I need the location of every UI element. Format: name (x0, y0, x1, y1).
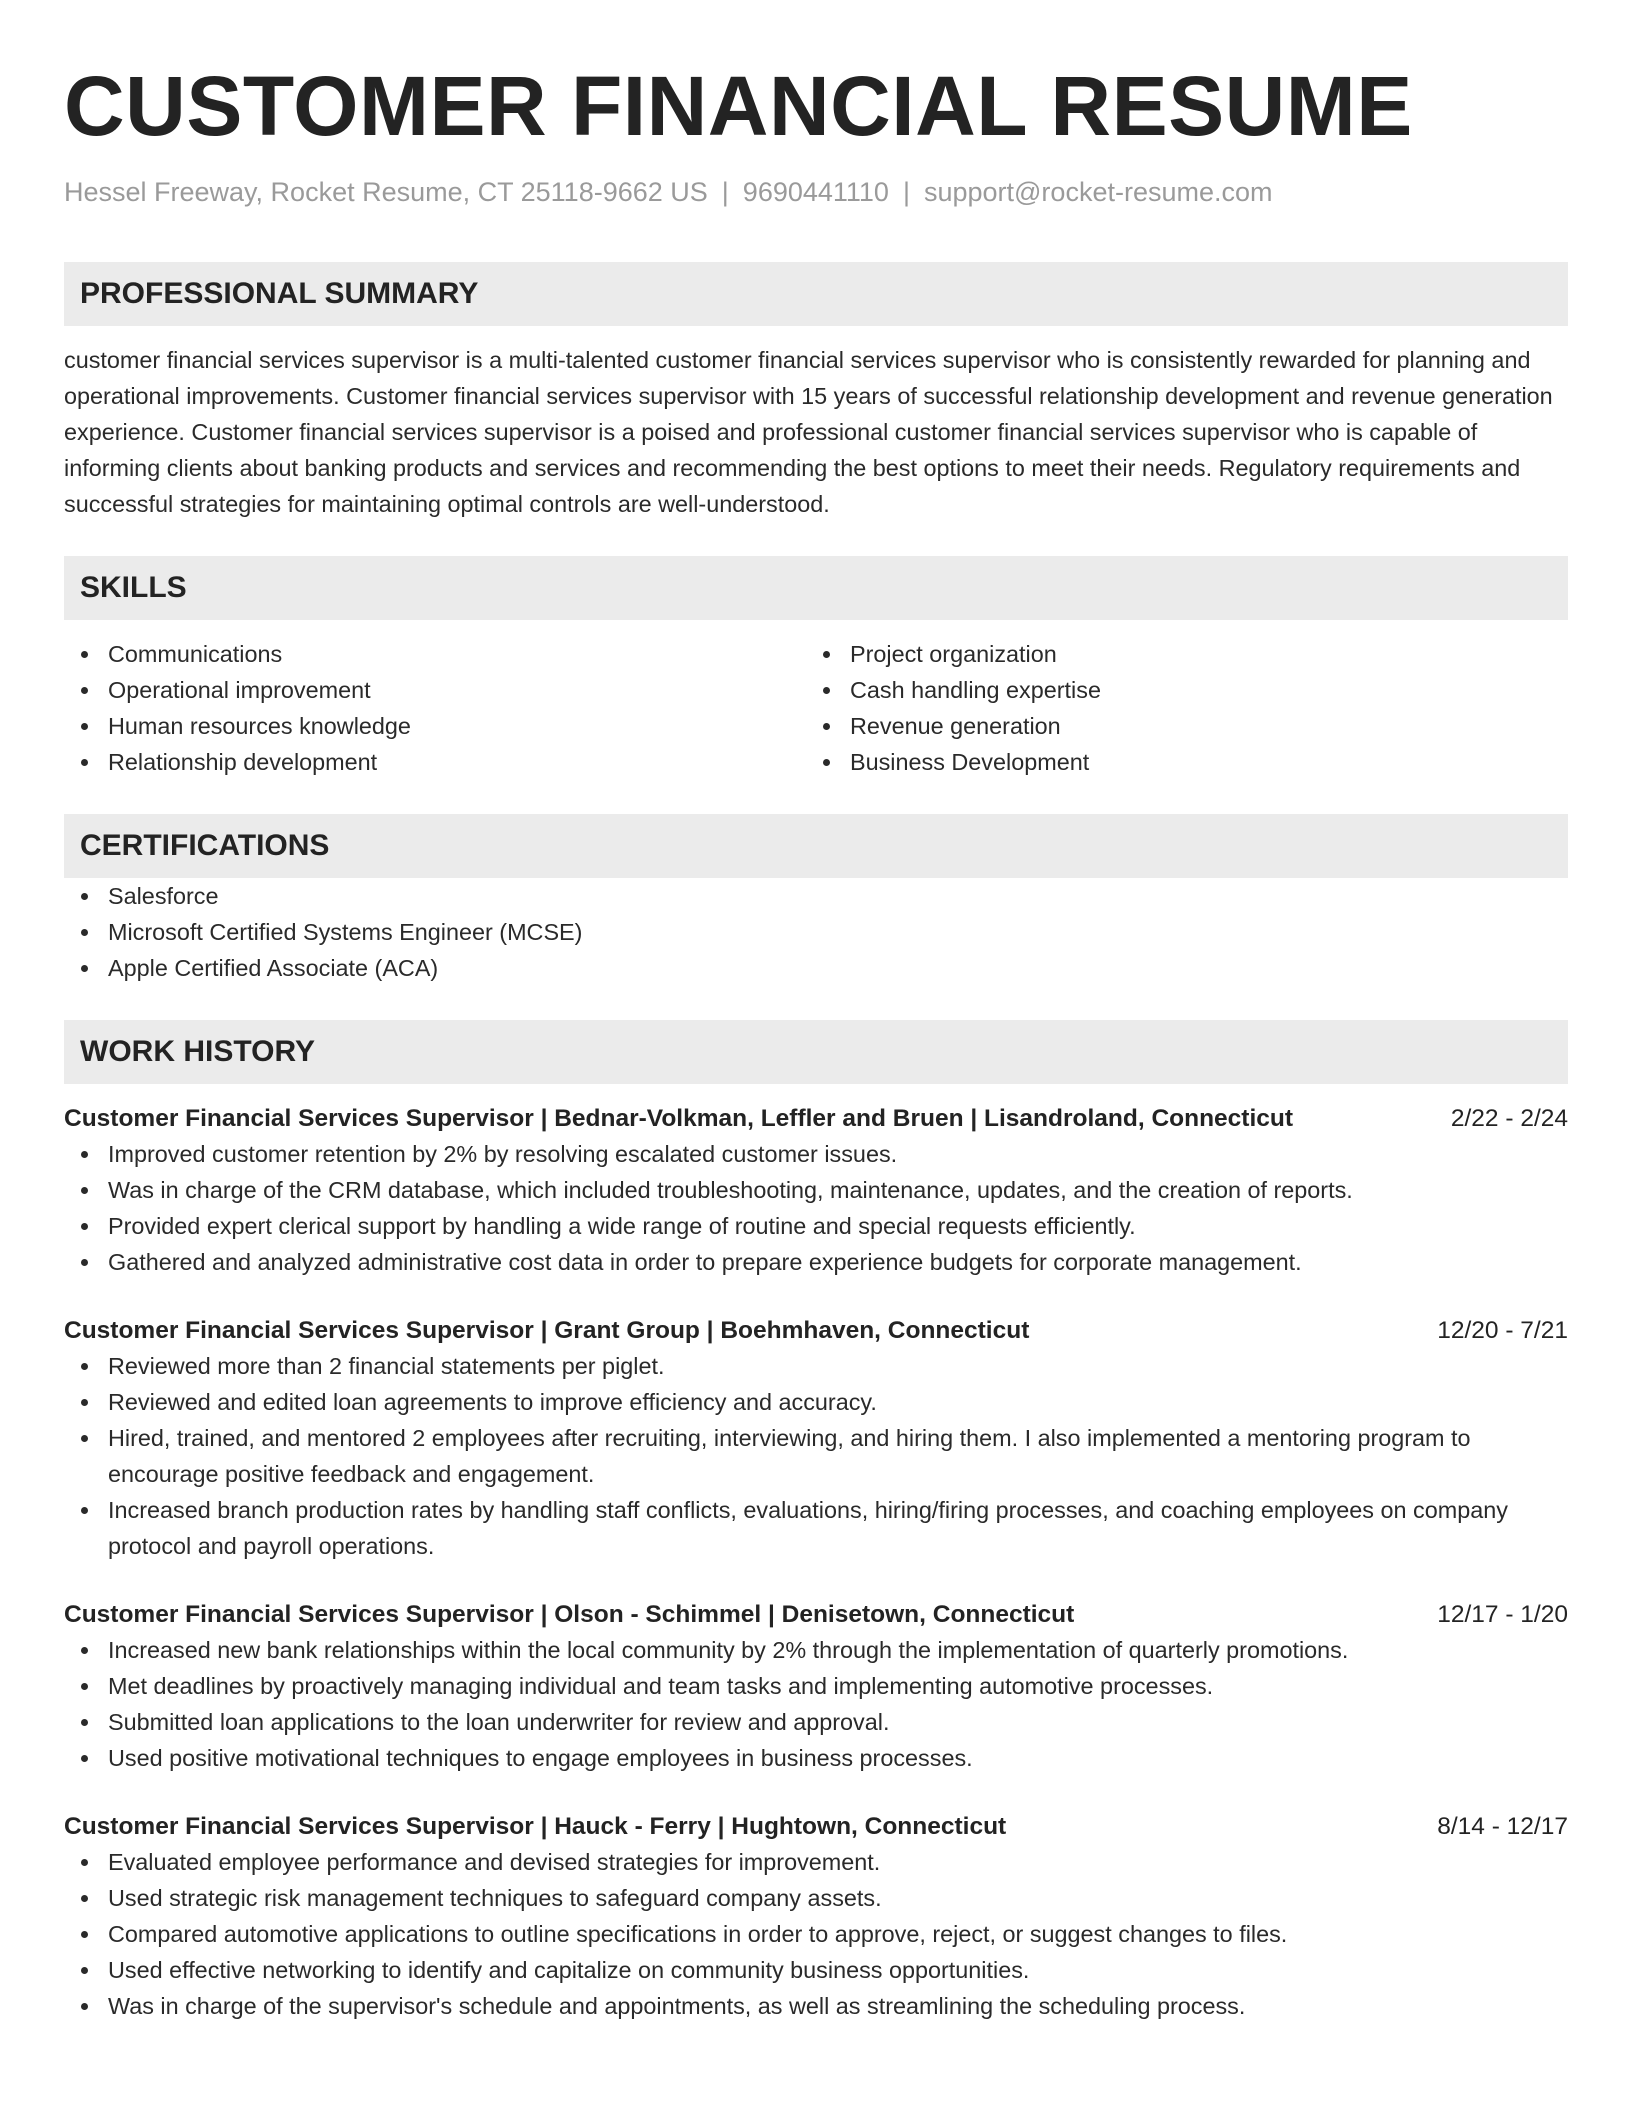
job-bullet-list (64, 1632, 1568, 1776)
job-bullet-item: Used effective networking to identify and capitalize on community business opportunities. (64, 1952, 1568, 1988)
work-history-list (64, 1102, 1568, 2024)
job-bullet-item: Evaluated employee performance and devised strategies for improvement. (64, 1844, 1568, 1880)
certifications-list (64, 878, 1568, 986)
job-entry (64, 1598, 1568, 1776)
job-bullet-item: Improved customer retention by 2% by resolving escalated customer issues. (64, 1136, 1568, 1172)
job-bullet-item: Provided expert clerical support by handling a wide range of routine and special requests efficiently. (64, 1208, 1568, 1244)
job-bullet-item: Reviewed and edited loan agreements to improve efficiency and accuracy. (64, 1384, 1568, 1420)
job-bullet-item: Was in charge of the supervisor's schedule and appointments, as well as streamlining the scheduling process. (64, 1988, 1568, 2024)
skills-column-left (64, 636, 806, 780)
skill-item: Business Development (806, 744, 1548, 780)
job-title: Customer Financial Services Supervisor | Bednar-Volkman, Leffler and Bruen | Lisandroland, Connecticut (64, 1105, 1294, 1132)
summary-text: customer financial services supervisor is a multi-talented customer financial services supervisor who is consistently rewarded for planning and operational improvements. Customer financial services supervisor with 15 years of successful relationship development and revenue generation experience. Customer financial services supervisor is a poised and professional customer financial services supervisor who is capable of informing clients about banking products and services and recommending the best options to meet their needs. Regulatory requirements and successful strategies for maintaining optimal controls are well-understood. (64, 347, 1553, 517)
contact-phone: 9690441110 (742, 177, 889, 207)
contact-separator: | (721, 177, 729, 207)
job-bullet-item: Used positive motivational techniques to engage employees in business processes. (64, 1740, 1568, 1776)
job-bullet-item: Increased new bank relationships within the local community by 2% through the implementation of quarterly promotions. (64, 1632, 1568, 1668)
skill-item: Operational improvement (64, 672, 806, 708)
job-heading-row (64, 1810, 1568, 1844)
contact-address: Hessel Freeway, Rocket Resume, CT 25118-9662 US (64, 177, 708, 207)
job-entry (64, 1102, 1568, 1280)
skills-section-header: SKILLS (64, 556, 1568, 620)
skill-item: Communications (64, 636, 806, 672)
skills-list-left (64, 636, 806, 780)
job-dates: 2/22 - 2/24 (1450, 1105, 1568, 1132)
job-title: Customer Financial Services Supervisor | Grant Group | Boehmhaven, Connecticut (64, 1317, 1030, 1344)
job-dates: 12/17 - 1/20 (1437, 1601, 1568, 1628)
job-bullet-item: Used strategic risk management techniques to safeguard company assets. (64, 1880, 1568, 1916)
job-bullet-item: Hired, trained, and mentored 2 employees after recruiting, interviewing, and hiring them. I also implemented a mentoring program to encourage positive feedback and engagement. (64, 1420, 1568, 1492)
skills-list-right (806, 636, 1548, 780)
job-heading-row (64, 1598, 1568, 1632)
resume-page (64, 56, 1568, 2024)
work-history-section-header: WORK HISTORY (64, 1020, 1568, 1084)
skill-item: Human resources knowledge (64, 708, 806, 744)
job-bullet-item: Submitted loan applications to the loan underwriter for review and approval. (64, 1704, 1568, 1740)
skills-grid (64, 636, 1568, 780)
skill-item: Cash handling expertise (806, 672, 1548, 708)
certification-item: Microsoft Certified Systems Engineer (MCSE) (64, 914, 1568, 950)
job-bullet-item: Met deadlines by proactively managing individual and team tasks and implementing automotive processes. (64, 1668, 1568, 1704)
job-heading-row (64, 1314, 1568, 1348)
skill-item: Relationship development (64, 744, 806, 780)
job-bullet-list (64, 1348, 1568, 1564)
job-entry (64, 1810, 1568, 2024)
skill-item: Project organization (806, 636, 1548, 672)
resume-name-title: CUSTOMER FINANCIAL RESUME (64, 59, 1413, 153)
contact-separator: | (902, 177, 910, 207)
contact-email: support@rocket-resume.com (923, 177, 1273, 207)
job-bullet-list (64, 1844, 1568, 2024)
skills-column-right (806, 636, 1548, 780)
job-entry (64, 1314, 1568, 1564)
job-title: Customer Financial Services Supervisor | Olson - Schimmel | Denisetown, Connecticut (64, 1601, 1075, 1628)
job-bullet-item: Was in charge of the CRM database, which included troubleshooting, maintenance, updates, and the creation of reports. (64, 1172, 1568, 1208)
job-bullet-item: Increased branch production rates by handling staff conflicts, evaluations, hiring/firing processes, and coaching employees on company protocol and payroll operations. (64, 1492, 1568, 1564)
job-bullet-list (64, 1136, 1568, 1280)
certification-item: Salesforce (64, 878, 1568, 914)
summary-section-header: PROFESSIONAL SUMMARY (64, 262, 1568, 326)
job-dates: 8/14 - 12/17 (1437, 1813, 1568, 1840)
certification-item: Apple Certified Associate (ACA) (64, 950, 1568, 986)
job-bullet-item: Reviewed more than 2 financial statements per piglet. (64, 1348, 1568, 1384)
job-bullet-item: Compared automotive applications to outline specifications in order to approve, reject, or suggest changes to files. (64, 1916, 1568, 1952)
job-title: Customer Financial Services Supervisor | Hauck - Ferry | Hughtown, Connecticut (64, 1813, 1007, 1840)
contact-line (64, 174, 1568, 210)
skill-item: Revenue generation (806, 708, 1548, 744)
certifications-section-header: CERTIFICATIONS (64, 814, 1568, 878)
job-dates: 12/20 - 7/21 (1437, 1317, 1568, 1344)
job-heading-row (64, 1102, 1568, 1136)
job-bullet-item: Gathered and analyzed administrative cost data in order to prepare experience budgets for corporate management. (64, 1244, 1568, 1280)
